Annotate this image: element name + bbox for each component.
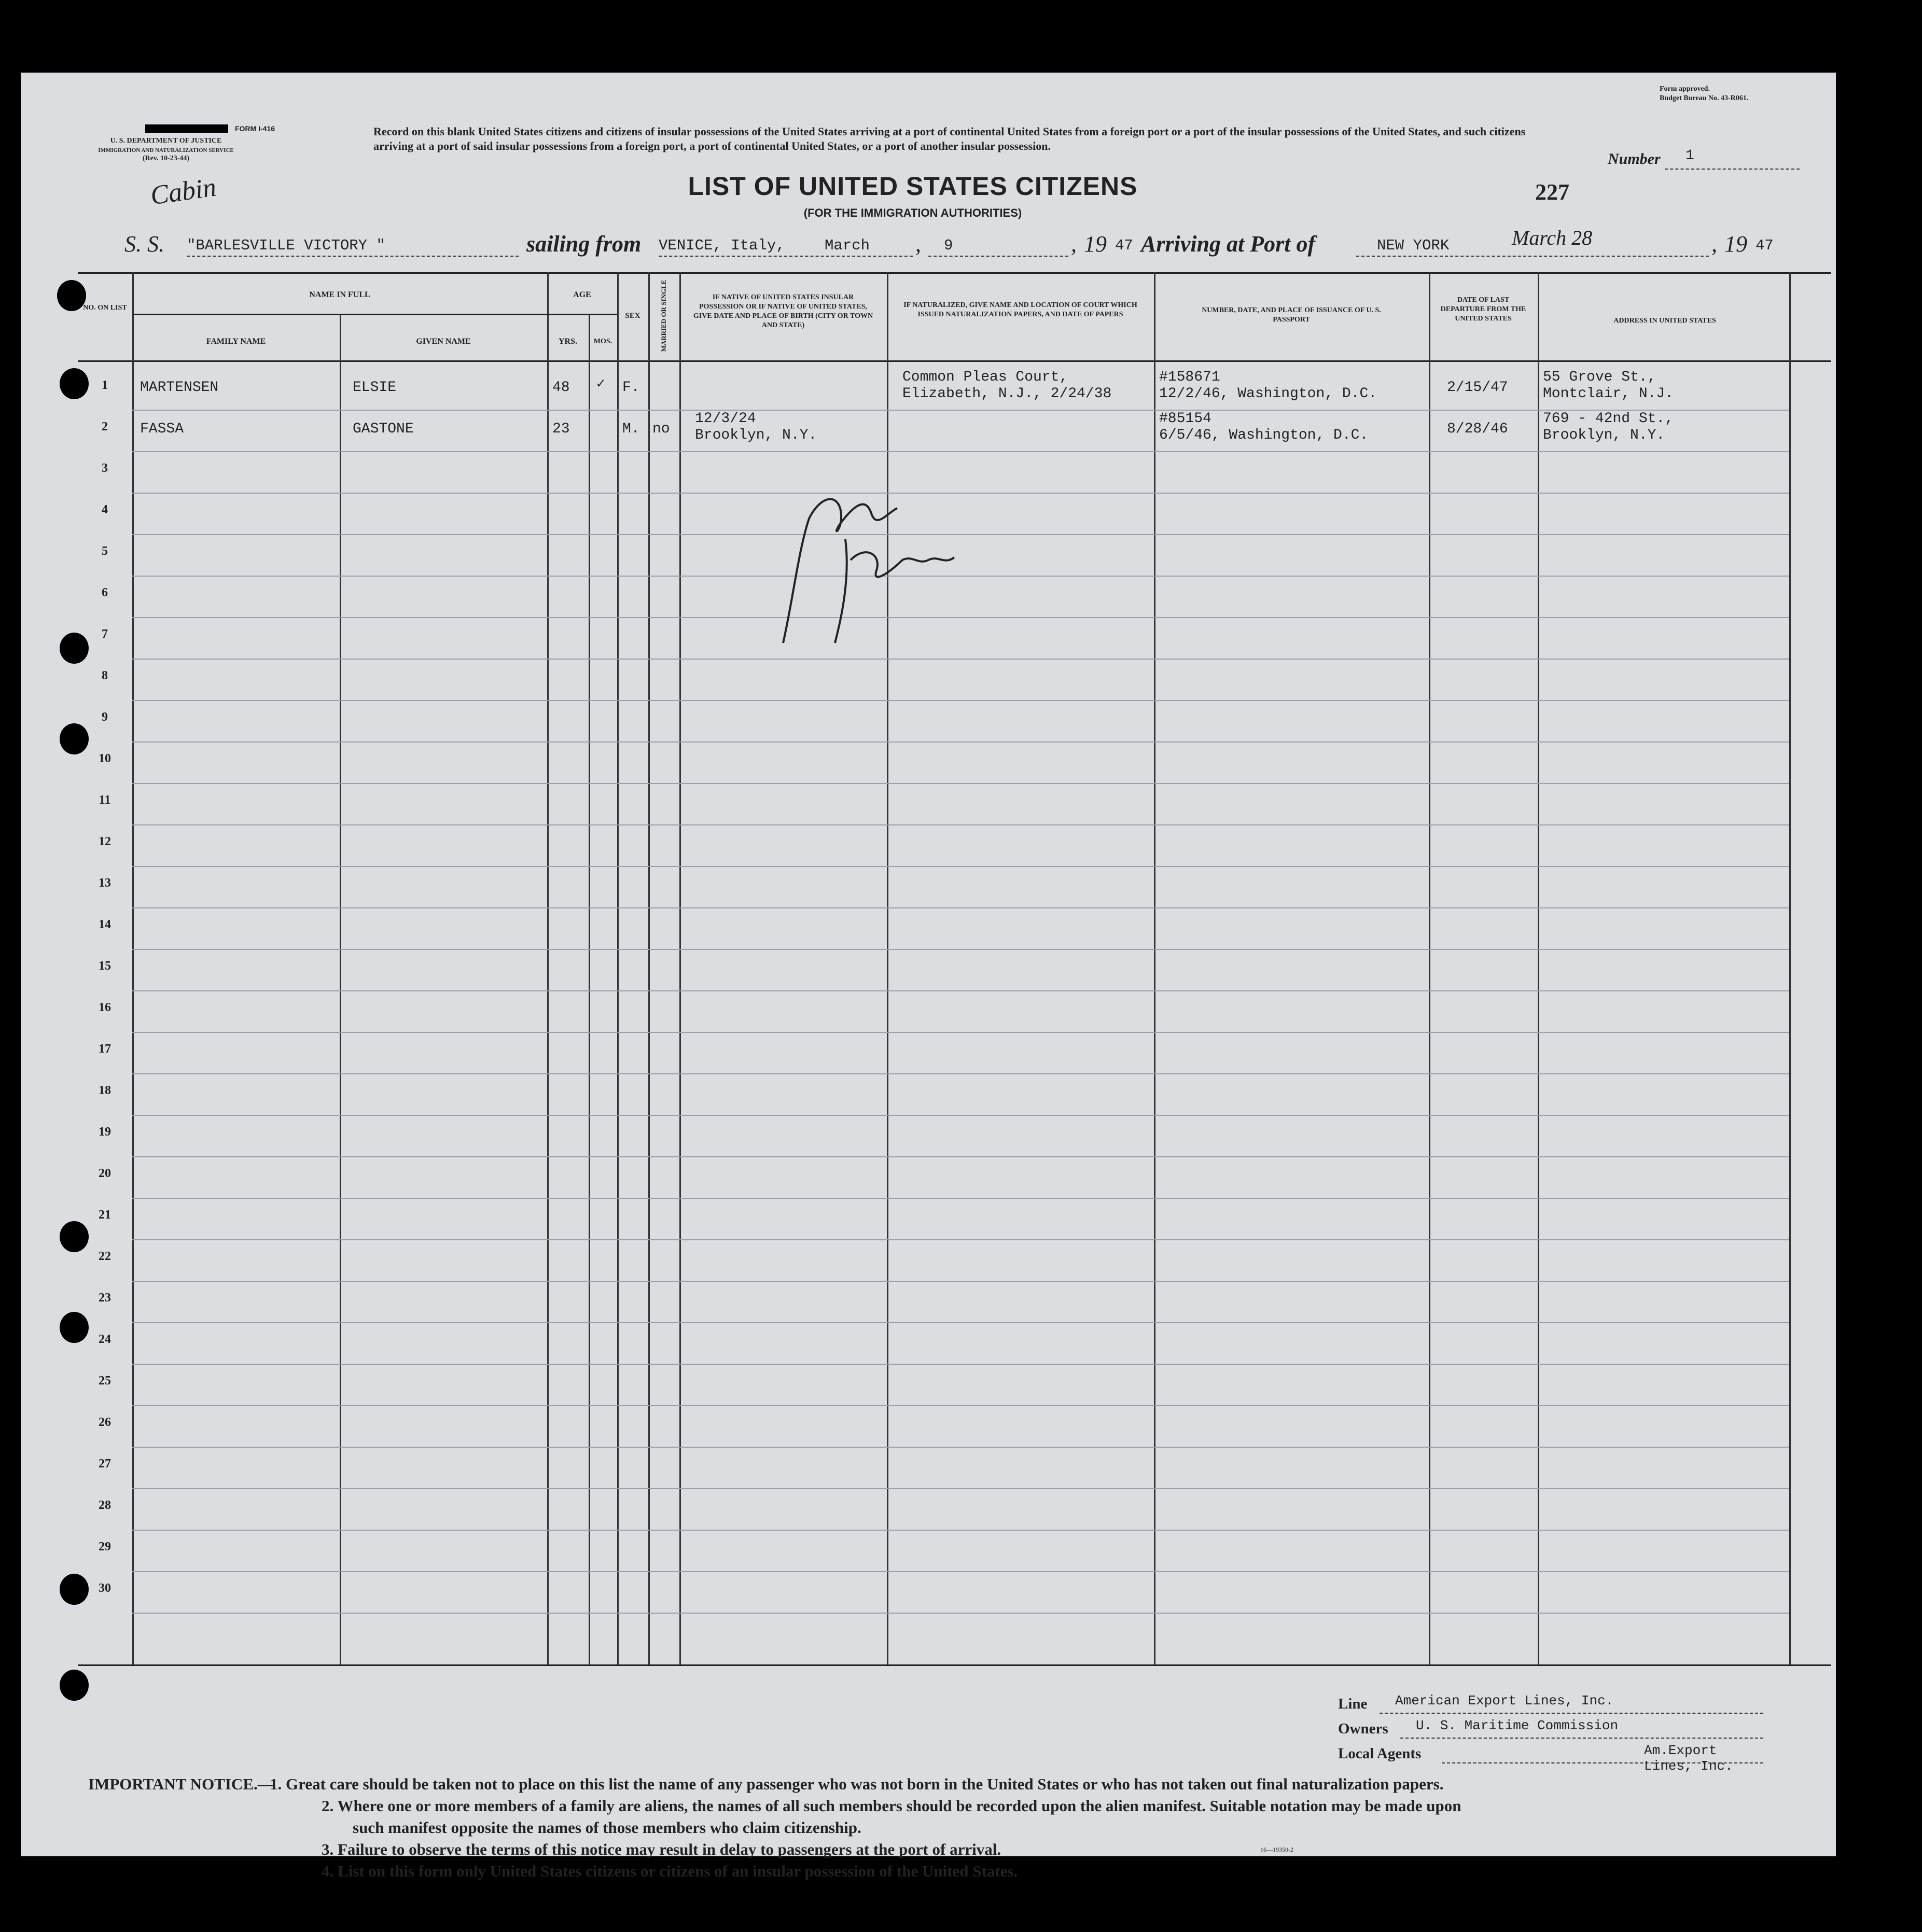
- number-value: 1: [1686, 148, 1694, 164]
- ship-name: "BARLESVILLE VICTORY ": [187, 237, 385, 254]
- number-label: Number: [1608, 150, 1661, 167]
- row-rule: [132, 1239, 1789, 1240]
- voyage-line: S. S. "BARLESVILLE VICTORY " sailing from VENICE, Italy, March , 9 , 19 47 Arriving at Port of NEW YORK March 28 , 19 47: [124, 226, 1774, 257]
- col-family-name: FAMILY NAME: [206, 337, 266, 346]
- row-rule: [132, 700, 1789, 701]
- row-rule: [132, 451, 1789, 452]
- line-value: American Export Lines, Inc.: [1395, 1693, 1614, 1709]
- year-to: 47: [1756, 237, 1774, 254]
- stamp-number: 227: [1535, 179, 1569, 205]
- col-sex: SEX: [625, 312, 640, 320]
- naturalization-place-cell: Elizabeth, N.J., 2/24/38: [902, 386, 1112, 402]
- handwritten-signature-icon: [762, 467, 980, 664]
- punch-hole: [60, 1574, 89, 1605]
- passport-number-cell: #85154: [1159, 411, 1211, 427]
- cabin-note: Cabin: [148, 172, 218, 211]
- col-age: AGE: [573, 290, 591, 299]
- row-rule: [132, 1571, 1789, 1572]
- agents-value: Am.Export Lines, Inc.: [1644, 1743, 1733, 1774]
- sex-cell: F.: [622, 380, 640, 396]
- owners-field: [1400, 1718, 1763, 1739]
- passport-number-cell: #158671: [1159, 369, 1220, 385]
- family-name-cell: FASSA: [140, 421, 184, 437]
- col-no: NO. ON LIST: [83, 304, 127, 312]
- budget-bureau: Budget Bureau No. 43-R061.: [1660, 94, 1749, 102]
- passport-issue-cell: 12/2/46, Washington, D.C.: [1159, 386, 1377, 402]
- row-rule: [132, 1073, 1789, 1074]
- row-number: 22: [99, 1250, 111, 1263]
- department: U. S. DEPARTMENT OF JUSTICE: [110, 137, 222, 145]
- row-number: 25: [99, 1374, 111, 1388]
- naturalization-court-cell: Common Pleas Court,: [902, 369, 1068, 385]
- row-number: 11: [99, 793, 111, 807]
- col-mos: MOS.: [593, 338, 612, 345]
- sailing-from-label: sailing from: [526, 231, 642, 257]
- service: IMMIGRATION AND NATURALIZATION SERVICE: [98, 147, 234, 153]
- row-rule: [132, 1198, 1789, 1199]
- col-given-name: GIVEN NAME: [416, 337, 471, 346]
- row-number: 24: [99, 1333, 111, 1346]
- instructions: Record on this blank United States citizens and citizens of insular possessions of the United States arriving at a port of continental United States from a foreign port or a port of the insular possessions of the United States, and such citizens arriving at a port of said insular possessions from a foreign port, a port of continental United States, or a port of another insular possession.: [373, 125, 1526, 152]
- col-name-in-full: NAME IN FULL: [309, 290, 370, 299]
- age-years-cell: 23: [552, 421, 570, 437]
- row-rule: [132, 741, 1789, 743]
- row-number: 7: [102, 627, 108, 641]
- notice-4: 4. List on this form only United States citizens or citizens of an insular possession of the United States.: [322, 1862, 1018, 1880]
- age-years-cell: 48: [552, 380, 570, 396]
- arrival-date: March 28: [1512, 226, 1593, 249]
- col-native: IF NATIVE OF UNITED STATES INSULAR POSSESSION OR IF NATIVE OF UNITED STATES, GIVE DATE AND PLACE OF BIRTH (CITY OR TOWN AND STATE): [693, 293, 873, 329]
- row-rule: [132, 866, 1789, 867]
- last-departure-cell: 2/15/47: [1447, 380, 1508, 396]
- col-passport: NUMBER, DATE, AND PLACE OF ISSUANCE OF U. S. PASSPORT: [1202, 306, 1381, 324]
- agents-label: Local Agents: [1338, 1745, 1422, 1762]
- row-number: 14: [99, 918, 111, 931]
- row-number: 19: [99, 1125, 111, 1139]
- punch-hole: [60, 1312, 89, 1343]
- notice-1: 1. Great care should be taken not to place on this list the name of any passenger who was not born in the United States or who has not taken out final naturalization papers.: [270, 1775, 1444, 1793]
- row-rule: [132, 1613, 1789, 1614]
- col-address: ADDRESS IN UNITED STATES: [1613, 317, 1716, 325]
- day-from: 9: [944, 237, 953, 254]
- married-cell: no: [652, 421, 670, 437]
- ship-name-field: [187, 231, 519, 257]
- row-rule: [132, 1530, 1789, 1531]
- row-rule: [132, 1447, 1789, 1448]
- birth-date-cell: 12/3/24: [695, 411, 756, 427]
- punch-hole: [60, 723, 89, 754]
- punch-hole: [60, 633, 89, 664]
- row-number: 1: [102, 379, 108, 392]
- punch-hole: [57, 280, 86, 311]
- port-from: VENICE, Italy,: [659, 237, 785, 254]
- agents-field: [1442, 1743, 1763, 1774]
- row-number: 20: [99, 1167, 111, 1180]
- row-rule: [132, 1322, 1789, 1323]
- form-approved: Form approved.: [1660, 85, 1710, 93]
- arriving-label: Arriving at Port of: [1141, 231, 1316, 257]
- row-rule: [132, 907, 1789, 908]
- sex-cell: M.: [622, 421, 640, 437]
- col-last-departure: DATE OF LAST DEPARTURE FROM THE UNITED STATES: [1440, 296, 1526, 323]
- col-yrs: YRS.: [558, 337, 577, 346]
- row-number: 10: [99, 752, 111, 765]
- family-name-cell: MARTENSEN: [140, 380, 219, 396]
- row-rule: [132, 410, 1789, 411]
- punch-hole: [60, 368, 89, 399]
- row-number: 15: [99, 959, 111, 973]
- line-field: [1380, 1693, 1763, 1714]
- redaction-bar: [145, 124, 228, 133]
- row-number: 18: [99, 1084, 111, 1097]
- row-number: 30: [99, 1581, 111, 1595]
- number-field: [1665, 148, 1800, 170]
- address-street-cell: 55 Grove St.,: [1543, 369, 1656, 385]
- month-from: March: [825, 237, 870, 254]
- port-to-field: [1356, 226, 1709, 257]
- port-to: NEW YORK: [1377, 237, 1450, 254]
- row-number: 21: [99, 1208, 111, 1222]
- row-number: 3: [102, 461, 108, 475]
- row-number: 4: [102, 503, 108, 516]
- age-months-cell: ✓: [596, 376, 605, 393]
- row-rule: [132, 1405, 1789, 1406]
- row-number: 28: [99, 1499, 111, 1512]
- col-naturalized: IF NATURALIZED, GIVE NAME AND LOCATION OF COURT WHICH ISSUED NATURALIZATION PAPERS, AND DATE OF PAPERS: [903, 301, 1137, 318]
- row-rule: [132, 1156, 1789, 1157]
- row-number: 17: [99, 1042, 111, 1056]
- row-rule: [132, 783, 1789, 784]
- row-number: 2: [102, 420, 108, 433]
- row-number: 13: [99, 876, 111, 890]
- owners-value: U. S. Maritime Commission: [1416, 1718, 1619, 1733]
- birth-place-cell: Brooklyn, N.Y.: [695, 427, 817, 443]
- notice-3: 3. Failure to observe the terms of this notice may result in delay to passengers at the port of arrival.: [322, 1840, 1001, 1858]
- row-number: 23: [99, 1291, 111, 1305]
- row-number: 9: [102, 710, 108, 724]
- row-rule: [132, 1364, 1789, 1365]
- punch-hole: [60, 1670, 89, 1701]
- address-city-cell: Montclair, N.J.: [1543, 386, 1674, 402]
- row-rule: [132, 990, 1789, 991]
- year-from-prefix: 19: [1084, 231, 1107, 257]
- revision: (Rev. 10-23-44): [142, 155, 190, 162]
- year-from: 47: [1115, 237, 1133, 254]
- row-rule: [132, 1115, 1789, 1116]
- print-code: 16—19350-2: [1260, 1846, 1293, 1853]
- notice-heading: IMPORTANT NOTICE.—: [88, 1775, 274, 1793]
- form-code: FORM I-416: [234, 124, 275, 133]
- table-top-rule: [78, 272, 1831, 274]
- row-rule: [132, 949, 1789, 950]
- row-number: 12: [99, 835, 111, 848]
- row-rule: [132, 1032, 1789, 1033]
- address-city-cell: Brooklyn, N.Y.: [1543, 427, 1665, 443]
- last-departure-cell: 8/28/46: [1447, 421, 1508, 437]
- important-notice: [88, 1773, 1800, 1882]
- row-rule: [132, 824, 1789, 825]
- notice-2b: such manifest opposite the names of those members who claim citizenship.: [353, 1818, 861, 1837]
- row-number: 16: [99, 1001, 111, 1014]
- row-number: 5: [102, 544, 108, 558]
- page-title: LIST OF UNITED STATES CITIZENS: [688, 172, 1138, 201]
- notice-2a: 2. Where one or more members of a family are aliens, the names of all such members should be recorded upon the alien manifest. Suitable notation may be made upon: [322, 1797, 1461, 1815]
- ss-label: S. S.: [124, 231, 164, 257]
- row-number: 26: [99, 1416, 111, 1429]
- port-from-field: [659, 231, 913, 257]
- table-bottom-rule: [78, 1664, 1831, 1666]
- line-label: Line: [1338, 1696, 1368, 1712]
- given-name-cell: GASTONE: [353, 421, 414, 437]
- row-rule: [132, 1488, 1789, 1489]
- year-to-prefix: 19: [1724, 231, 1747, 257]
- manifest-sheet: [21, 73, 1836, 1880]
- owners-label: Owners: [1338, 1720, 1388, 1737]
- punch-hole: [60, 1221, 89, 1252]
- address-street-cell: 769 - 42nd St.,: [1543, 411, 1674, 427]
- passport-issue-cell: 6/5/46, Washington, D.C.: [1159, 427, 1369, 443]
- row-number: 8: [102, 669, 108, 682]
- row-number: 6: [102, 586, 108, 599]
- col-married: MARRIED OR SINGLE: [660, 279, 667, 352]
- row-number: 27: [99, 1457, 111, 1471]
- row-rule: [132, 1281, 1789, 1282]
- page-subtitle: (FOR THE IMMIGRATION AUTHORITIES): [803, 206, 1022, 219]
- given-name-cell: ELSIE: [353, 380, 397, 396]
- day-from-field: [928, 231, 1068, 257]
- row-number: 29: [99, 1540, 111, 1553]
